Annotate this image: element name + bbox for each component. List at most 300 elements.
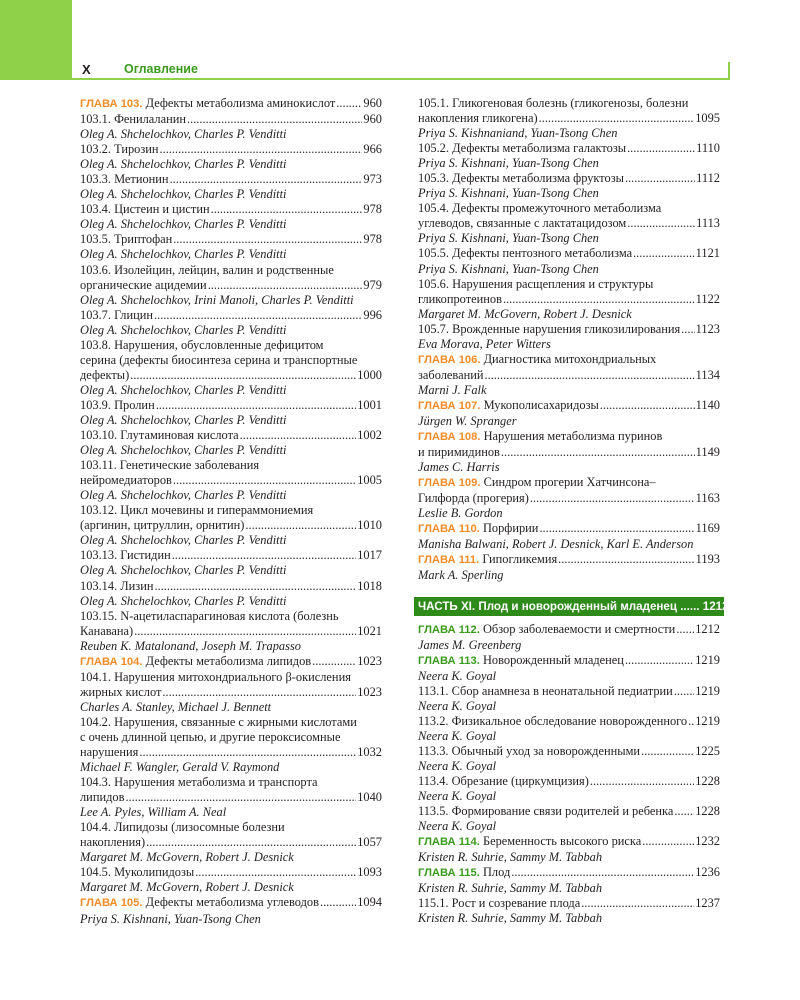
entry-text: Плод — [482, 865, 511, 880]
author-line: Margaret M. McGovern, Robert J. Desnick — [80, 880, 294, 895]
entry-text: 105.7. Врожденные нарушения гликозилирования — [418, 321, 681, 336]
entry-last-line — [80, 473, 382, 488]
dot-leader — [641, 744, 694, 759]
entry-line — [80, 353, 382, 368]
entry-text: 103.13. Гистидин — [80, 548, 171, 563]
part-page: 1212 — [702, 599, 729, 613]
chapter-label: ГЛАВА 112. — [418, 623, 480, 636]
author-line: Lee A. Pyles, William A. Neal — [80, 805, 227, 820]
entry-last-line — [80, 624, 382, 639]
entry-text: жирных кислот — [80, 684, 162, 699]
page-number-ref: 1032 — [357, 745, 382, 760]
entry-title — [418, 491, 529, 506]
entry-last-line — [80, 835, 382, 850]
entry-last-line — [80, 865, 382, 880]
toc-entry[interactable] — [80, 579, 382, 594]
chapter-label: ГЛАВА 109. — [418, 477, 481, 490]
toc-entry[interactable] — [80, 338, 382, 383]
toc-entry[interactable] — [80, 112, 382, 127]
dot-leader — [511, 865, 694, 880]
entry-text: заболеваний — [418, 367, 484, 382]
author-line: Marni J. Falk — [418, 382, 487, 397]
entry-last-line — [418, 141, 720, 156]
page-number-ref: 960 — [363, 96, 382, 110]
entry-title — [418, 141, 626, 156]
author-line: Oleg A. Shchelochkov, Charles P. Venditti — [80, 157, 287, 172]
entry-last-line — [418, 246, 720, 261]
author-line: Neera K. Goyal — [418, 698, 497, 713]
page-number-ref: 1000 — [357, 367, 382, 382]
author-line: James M. Greenberg — [418, 637, 522, 652]
chapter-entry[interactable] — [418, 475, 720, 506]
page-number: X — [82, 62, 91, 77]
entry-text: 103.7. Глицин — [80, 307, 154, 322]
toc-entry[interactable] — [418, 141, 720, 156]
author-line: Priya S. Kishnani, Yuan-Tsong Chen — [418, 156, 599, 171]
author-line: Margaret M. McGovern, Robert J. Desnick — [80, 850, 294, 865]
entry-last-line — [80, 112, 382, 127]
author-line: Priya S. Kishnani, Yuan-Tsong Chen — [418, 261, 599, 276]
toc-entry[interactable] — [80, 820, 382, 850]
entry-title — [80, 473, 172, 488]
entry-line — [418, 277, 720, 292]
toc-entry[interactable] — [418, 246, 720, 261]
entry-text: серина (дефекты биосинтеза серина и транспортные — [80, 352, 358, 367]
entry-text: 103.3. Метионин — [80, 172, 169, 187]
page-number-ref: 973 — [363, 172, 382, 187]
entry-last-line — [418, 216, 720, 231]
entry-last-line — [418, 171, 720, 186]
dot-leader — [530, 491, 695, 506]
dot-leader — [170, 172, 363, 187]
dot-leader — [590, 774, 694, 789]
chapter-entry[interactable] — [80, 895, 382, 911]
dot-leader — [156, 398, 357, 413]
page-number-ref: 1169 — [695, 521, 720, 536]
page-number-ref: 1110 — [696, 141, 720, 156]
toc-entry[interactable] — [80, 428, 382, 443]
dot-leader — [240, 428, 357, 443]
entry-last-line — [80, 790, 382, 805]
toc-entry[interactable] — [418, 201, 720, 231]
chapter-label: ГЛАВА 107. — [418, 399, 481, 412]
entry-text: 103.8. Нарушения, обусловленные дефицитом — [80, 337, 324, 352]
entry-title — [80, 142, 159, 157]
entry-title — [418, 111, 538, 126]
entry-line — [80, 338, 382, 353]
entry-text: липидов — [80, 790, 125, 805]
toc-entry[interactable] — [80, 609, 382, 639]
author-line: Oleg A. Shchelochkov, Charles P. Venditti — [80, 217, 287, 232]
entry-text: Нарушения метаболизма пуринов — [483, 429, 663, 444]
toc-entry[interactable] — [418, 322, 720, 337]
dot-leader — [558, 552, 695, 567]
entry-title — [80, 518, 244, 533]
entry-text: Гипогликемия — [482, 552, 558, 567]
entry-last-line — [418, 714, 720, 729]
page-number-ref: 960 — [363, 112, 382, 127]
entry-title — [418, 896, 580, 911]
entry-text: 105.3. Дефекты метаболизма фруктозы — [418, 171, 624, 186]
entry-text: 113.4. Обрезание (циркумцизия) — [418, 773, 589, 788]
page-number-ref: 1121 — [695, 246, 720, 261]
author-line: Priya S. Kishnani, Yuan-Tsong Chen — [80, 911, 261, 926]
entry-last-line — [80, 232, 382, 247]
toc-entry[interactable] — [418, 277, 720, 307]
entry-last-line — [418, 491, 720, 506]
chapter-entry[interactable] — [418, 429, 720, 460]
dot-leader — [162, 685, 356, 700]
chapter-label: ГЛАВА 111. — [418, 554, 480, 567]
entry-title — [418, 521, 538, 537]
author-line: Oleg A. Shchelochkov, Charles P. Venditti — [80, 247, 287, 262]
author-line: Oleg A. Shchelochkov, Charles P. Venditti — [80, 533, 287, 548]
entry-title — [418, 398, 599, 414]
entry-last-line — [418, 445, 720, 460]
dot-leader — [503, 292, 695, 307]
entry-title — [80, 96, 335, 112]
entry-title — [418, 216, 626, 231]
author-line: Neera K. Goyal — [418, 789, 497, 804]
entry-line — [80, 609, 382, 624]
page-number-ref: 1219 — [695, 713, 720, 728]
chapter-entry[interactable] — [80, 654, 382, 670]
toc-entry[interactable] — [418, 96, 720, 126]
entry-title — [418, 622, 675, 638]
dot-leader — [676, 622, 694, 637]
part-label: ЧАСТЬ XI. — [418, 599, 476, 613]
page-number-ref: 1232 — [695, 834, 720, 849]
chapter-entry[interactable] — [418, 865, 720, 881]
header-rule — [72, 78, 730, 80]
dot-leader — [642, 834, 694, 849]
author-line: Jürgen W. Spranger — [418, 413, 517, 428]
toc-column-right — [418, 96, 729, 926]
entry-title — [80, 368, 129, 383]
dot-leader — [336, 96, 362, 111]
entry-text: 105.1. Гликогеновая болезнь (гликогенозы, болезни — [418, 96, 689, 110]
entry-text: 104.3. Нарушения метаболизма и транспорта — [80, 775, 318, 790]
toc-entry[interactable] — [418, 171, 720, 186]
entry-text: Новорожденный младенец — [482, 652, 624, 667]
dot-leader — [681, 322, 695, 337]
dot-leader — [674, 804, 694, 819]
toc-entry[interactable] — [418, 714, 720, 729]
entry-title — [80, 579, 153, 594]
dot-leader — [320, 895, 356, 910]
page-number-ref: 1112 — [696, 171, 720, 186]
dot-leader — [125, 790, 356, 805]
page-number-ref: 1023 — [357, 684, 382, 699]
entry-title — [418, 368, 484, 383]
entry-text: нарушения — [80, 745, 139, 760]
chapter-label: ГЛАВА 113. — [418, 654, 480, 667]
entry-title — [80, 745, 138, 760]
toc-entry[interactable] — [80, 458, 382, 488]
chapter-label: ГЛАВА 115. — [418, 867, 480, 880]
toc-entry[interactable] — [418, 804, 720, 819]
toc-entry[interactable] — [80, 865, 382, 880]
entry-text: 105.4. Дефекты промежуточного метаболизма — [418, 201, 662, 216]
entry-last-line — [80, 518, 382, 533]
author-line: James C. Harris — [418, 460, 500, 475]
dot-leader — [625, 653, 694, 668]
dot-leader — [539, 111, 695, 126]
entry-text: Беременность высокого риска — [482, 834, 642, 849]
dot-leader — [539, 521, 694, 536]
entry-text: 103.5. Триптофан — [80, 232, 173, 247]
header-rule-end — [728, 62, 730, 80]
entry-title — [418, 714, 687, 729]
author-line: Oleg A. Shchelochkov, Charles P. Venditti — [80, 382, 287, 397]
entry-last-line — [80, 368, 382, 383]
entry-text: 113.5. Формирование связи родителей и ребенка — [418, 804, 674, 819]
author-line: Oleg A. Shchelochkov, Charles P. Venditti — [80, 443, 287, 458]
chapter-entry[interactable] — [418, 352, 720, 383]
page-number-ref: 1228 — [695, 773, 720, 788]
author-line: Neera K. Goyal — [418, 758, 497, 773]
chapter-label: ГЛАВА 103. — [80, 98, 143, 110]
entry-last-line — [418, 368, 720, 383]
entry-last-line — [418, 622, 720, 638]
page-number-ref: 1122 — [695, 291, 720, 306]
author-line: Neera K. Goyal — [418, 668, 497, 683]
chapter-label: ГЛАВА 105. — [80, 897, 143, 910]
page-number-ref: 1010 — [357, 518, 382, 533]
entry-text: 113.3. Обычный уход за новорожденными — [418, 743, 641, 758]
entry-last-line — [80, 202, 382, 217]
page-number-ref: 1123 — [695, 321, 720, 336]
author-line: Oleg A. Shchelochkov, Charles P. Venditti — [80, 563, 287, 578]
author-line: Oleg A. Shchelochkov, Charles P. Venditti — [80, 187, 287, 202]
dot-leader — [312, 654, 356, 669]
dot-leader — [581, 896, 694, 911]
entry-last-line — [80, 142, 382, 157]
entry-title — [80, 112, 186, 127]
toc-entry[interactable] — [80, 308, 382, 323]
entry-title — [80, 548, 171, 563]
chapter-label: ГЛАВА 108. — [418, 431, 481, 444]
entry-title — [80, 232, 172, 247]
entry-title — [418, 774, 589, 789]
entry-text: 103.4. Цистеин и цистин — [80, 202, 210, 217]
entry-text: 103.15. N-ацетиласпарагиновая кислота (болезнь — [80, 608, 339, 623]
author-line: Oleg A. Shchelochkov, Charles P. Venditti — [80, 488, 287, 503]
dot-leader — [160, 142, 363, 157]
entry-text: гликопротеинов — [418, 291, 502, 306]
entry-last-line — [418, 896, 720, 911]
chapter-label: ГЛАВА 106. — [418, 353, 481, 366]
author-line: Oleg A. Shchelochkov, Charles P. Venditti — [80, 127, 287, 142]
entry-text: Дефекты метаболизма липидов — [145, 653, 312, 668]
page-number-ref: 1149 — [695, 445, 720, 460]
toc-entry[interactable] — [80, 548, 382, 563]
entry-text: Дефекты метаболизма аминокислот — [145, 96, 336, 110]
page-number-ref: 1021 — [357, 623, 382, 638]
toc-entry[interactable] — [80, 172, 382, 187]
toc-entry[interactable] — [418, 896, 720, 911]
chapter-label: ГЛАВА 114. — [418, 836, 480, 849]
dot-leader — [633, 246, 695, 261]
page-number-ref: 1113 — [696, 216, 720, 231]
toc-entry[interactable] — [80, 232, 382, 247]
entry-text: Мукополисахаридозы — [483, 397, 599, 412]
toc-column-left — [80, 96, 382, 927]
entry-last-line — [80, 685, 382, 700]
dot-leader — [172, 548, 357, 563]
author-line: Priya S. Kishnaniand, Yuan-Tsong Chen — [418, 126, 618, 141]
entry-title — [418, 653, 624, 669]
dot-leader — [625, 171, 695, 186]
entry-title — [418, 171, 624, 186]
page-number-ref: 1001 — [357, 397, 382, 412]
author-line: Oleg A. Shchelochkov, Irini Manoli, Charles P. Venditti — [80, 292, 354, 307]
header-accent-block — [0, 0, 72, 80]
toc-entry[interactable] — [80, 715, 382, 760]
chapter-entry[interactable] — [418, 552, 720, 568]
toc-entry[interactable] — [80, 670, 382, 700]
entry-title — [80, 895, 319, 911]
entry-last-line — [418, 804, 720, 819]
entry-text: 104.4. Липидозы (лизосомные болезни — [80, 820, 285, 835]
page-number-ref: 1017 — [357, 548, 382, 563]
entry-title — [80, 398, 155, 413]
entry-line — [80, 820, 382, 835]
toc-entry[interactable] — [80, 202, 382, 217]
toc-entry[interactable] — [80, 263, 382, 293]
entry-title — [418, 246, 632, 261]
dot-leader — [211, 202, 363, 217]
dot-leader — [139, 745, 356, 760]
part-heading[interactable]: ЧАСТЬ XI. Плод и новорожденный младенец ...... 1212 — [414, 597, 724, 616]
page-number-ref: 1212 — [695, 621, 720, 636]
author-line: Leslie B. Gordon — [418, 506, 503, 521]
entry-text: Синдром прогерии Хатчинсона– — [483, 475, 656, 490]
toc-entry[interactable] — [80, 398, 382, 413]
entry-line — [418, 96, 720, 111]
page-number-ref: 1134 — [695, 367, 720, 382]
entry-last-line — [80, 428, 382, 443]
entry-text: накопления гликогена) — [418, 111, 538, 126]
entry-title — [418, 804, 673, 819]
author-line: Manisha Balwani, Robert J. Desnick, Karl E. Anderson — [418, 537, 694, 552]
author-line: Kristen R. Suhrie, Sammy M. Tabbah — [418, 850, 603, 865]
dot-leader — [146, 835, 356, 850]
entry-last-line — [80, 745, 382, 760]
entry-line — [418, 475, 720, 491]
entry-title — [80, 278, 207, 293]
entry-text: накопления) — [80, 835, 146, 850]
entry-text: 104.1. Нарушения митохондриального β-окисления — [80, 669, 351, 684]
author-line: Priya S. Kishnani, Yuan-Tsong Chen — [418, 186, 599, 201]
toc-entry[interactable] — [80, 503, 382, 533]
chapter-label: ГЛАВА 110. — [418, 523, 480, 536]
page-number-ref: 1193 — [695, 552, 720, 567]
toc-entry[interactable] — [418, 774, 720, 789]
dot-leader — [208, 278, 363, 293]
entry-last-line — [80, 308, 382, 323]
entry-line — [80, 715, 382, 730]
entry-title — [418, 552, 557, 568]
chapter-entry[interactable] — [418, 653, 720, 669]
entry-text: Дефекты метаболизма углеводов — [145, 895, 319, 910]
toc-entry[interactable] — [80, 775, 382, 805]
author-line: Oleg A. Shchelochkov, Charles P. Venditti — [80, 412, 287, 427]
author-line: Priya S. Kishnani, Yuan-Tsong Chen — [418, 231, 599, 246]
entry-title — [418, 834, 641, 850]
entry-last-line — [418, 398, 720, 414]
chapter-entry[interactable] — [418, 834, 720, 850]
entry-text: 115.1. Рост и созревание плода — [418, 896, 581, 911]
author-line: Mark A. Sperling — [418, 568, 504, 583]
page-number-ref: 1005 — [357, 473, 382, 488]
entry-text: 105.2. Дефекты метаболизма галактозы — [418, 141, 627, 156]
entry-text: органические ацидемии — [80, 277, 207, 292]
entry-line — [418, 429, 720, 445]
entry-text: 103.9. Пролин — [80, 397, 155, 412]
entry-text: 103.2. Тирозин — [80, 142, 159, 157]
entry-title — [80, 790, 124, 805]
entry-text: 105.5. Дефекты пентозного метаболизма — [418, 246, 633, 261]
section-title: Оглавление — [124, 62, 198, 76]
entry-title — [80, 835, 145, 850]
dot-leader — [134, 624, 356, 639]
page-number-ref: 1018 — [357, 578, 382, 593]
author-line: Charles A. Stanley, Michael J. Bennett — [80, 699, 272, 714]
page-number-ref: 979 — [363, 277, 382, 292]
author-line: Kristen R. Suhrie, Sammy M. Tabbah — [418, 881, 603, 896]
entry-text: 113.1. Сбор анамнеза в неонатальной педиатрии — [418, 683, 673, 698]
chapter-entry[interactable] — [418, 398, 720, 414]
dot-leader — [485, 368, 695, 383]
page-number-ref: 1219 — [695, 652, 720, 667]
dot-leader — [173, 232, 362, 247]
dot-leader — [195, 865, 356, 880]
toc-entry[interactable] — [418, 684, 720, 699]
dot-leader — [154, 308, 362, 323]
page-number-ref: 1023 — [357, 653, 382, 668]
entry-text: Гилфорда (прогерия) — [418, 491, 529, 506]
toc-entry[interactable] — [418, 744, 720, 759]
chapter-label: ГЛАВА 104. — [80, 655, 143, 668]
entry-title — [418, 865, 510, 881]
page-number-ref: 1236 — [695, 865, 720, 880]
chapter-entry[interactable] — [418, 622, 720, 638]
entry-text: Диагностика митохондриальных — [483, 351, 657, 366]
entry-last-line — [418, 684, 720, 699]
toc-entry[interactable] — [80, 142, 382, 157]
entry-title — [418, 322, 680, 337]
entry-title — [418, 292, 502, 307]
entry-last-line — [418, 111, 720, 126]
author-line: Oleg A. Shchelochkov, Charles P. Venditti — [80, 322, 287, 337]
page-number-ref: 1225 — [695, 743, 720, 758]
entry-last-line — [80, 278, 382, 293]
entry-title — [80, 624, 133, 639]
entry-line — [80, 670, 382, 685]
page-number-ref: 1002 — [357, 428, 382, 443]
entry-title — [80, 685, 161, 700]
author-line: Kristen R. Suhrie, Sammy M. Tabbah — [418, 911, 603, 926]
chapter-entry[interactable] — [80, 96, 382, 112]
dot-leader — [627, 141, 695, 156]
author-line: Reuben K. Matalonand, Joseph M. Trapasso — [80, 638, 301, 653]
page-number-ref: 1094 — [357, 895, 382, 910]
entry-text: 103.14. Лизин — [80, 578, 154, 593]
chapter-entry[interactable] — [418, 521, 720, 537]
entry-line — [80, 263, 382, 278]
entry-text: Порфирии — [482, 521, 539, 536]
